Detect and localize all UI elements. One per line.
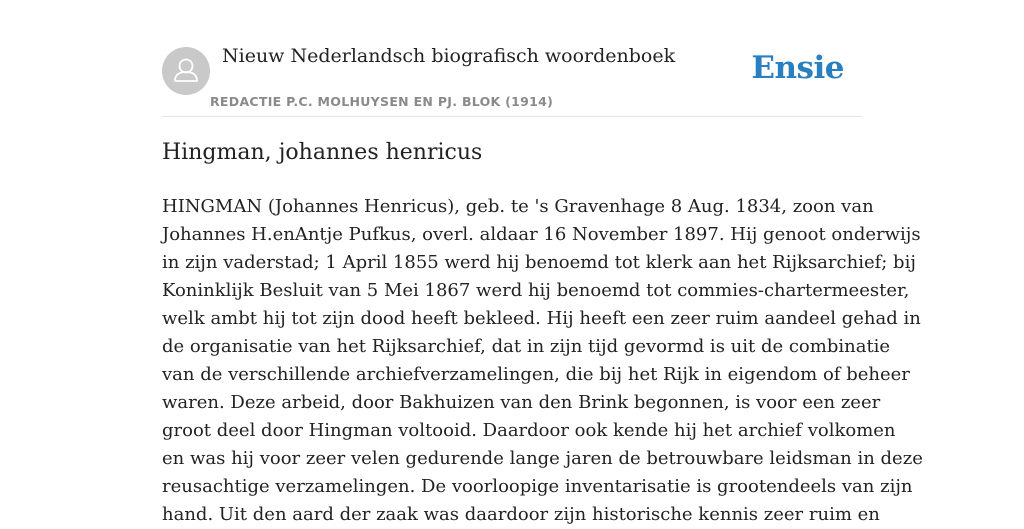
- source-header: [162, 0, 862, 117]
- source-editors: REDACTIE P.C. MOLHUYSEN EN PJ. BLOK (1914): [210, 94, 554, 109]
- article-line: waren. Deze arbeid, door Bakhuizen van den Brink begonnen, is voor een zeer: [162, 392, 881, 413]
- user-silhouette-icon: [162, 47, 210, 95]
- article-line: Koninklijk Besluit van 5 Mei 1867 werd hij benoemd tot commies-chartermeester,: [162, 280, 910, 301]
- article-line: Johannes H.enAntje Pufkus, overl. aldaar 16 November 1897. Hij genoot onderwijs: [162, 224, 921, 245]
- article-line: de organisatie van het Rijksarchief, dat in zijn tijd gevormd is uit de combinatie: [162, 336, 891, 357]
- article-line: HINGMAN (Johannes Henricus), geb. te 's Gravenhage 8 Aug. 1834, zoon van: [162, 196, 874, 217]
- article-line: en was hij voor zeer velen gedurende lange jaren de betrouwbare leidsman in deze: [162, 448, 923, 469]
- avatar[interactable]: [162, 47, 210, 95]
- article-body: [162, 193, 923, 529]
- article-title: Hingman, johannes henricus: [162, 140, 483, 165]
- brand-logo[interactable]: Ensie: [751, 50, 844, 86]
- article-line: hand. Uit den aard der zaak was daardoor zijn historische kennis zeer ruim en: [162, 504, 880, 525]
- article-line: van de verschillende archiefverzamelingen, die bij het Rijk in eigendom of beheer: [162, 364, 910, 385]
- article-line: groot deel door Hingman voltooid. Daardoor ook kende hij het archief volkomen: [162, 420, 896, 441]
- article-line: reusachtige verzamelingen. De voorloopige inventarisatie is grootendeels van zijn: [162, 476, 913, 497]
- article-line: in zijn vaderstad; 1 April 1855 werd hij benoemd tot klerk aan het Rijksarchief; bij: [162, 252, 916, 273]
- source-title[interactable]: Nieuw Nederlandsch biografisch woordenboek: [222, 45, 676, 67]
- article-line: welk ambt hij tot zijn dood heeft bekleed. Hij heeft een zeer ruim aandeel gehad in: [162, 308, 921, 329]
